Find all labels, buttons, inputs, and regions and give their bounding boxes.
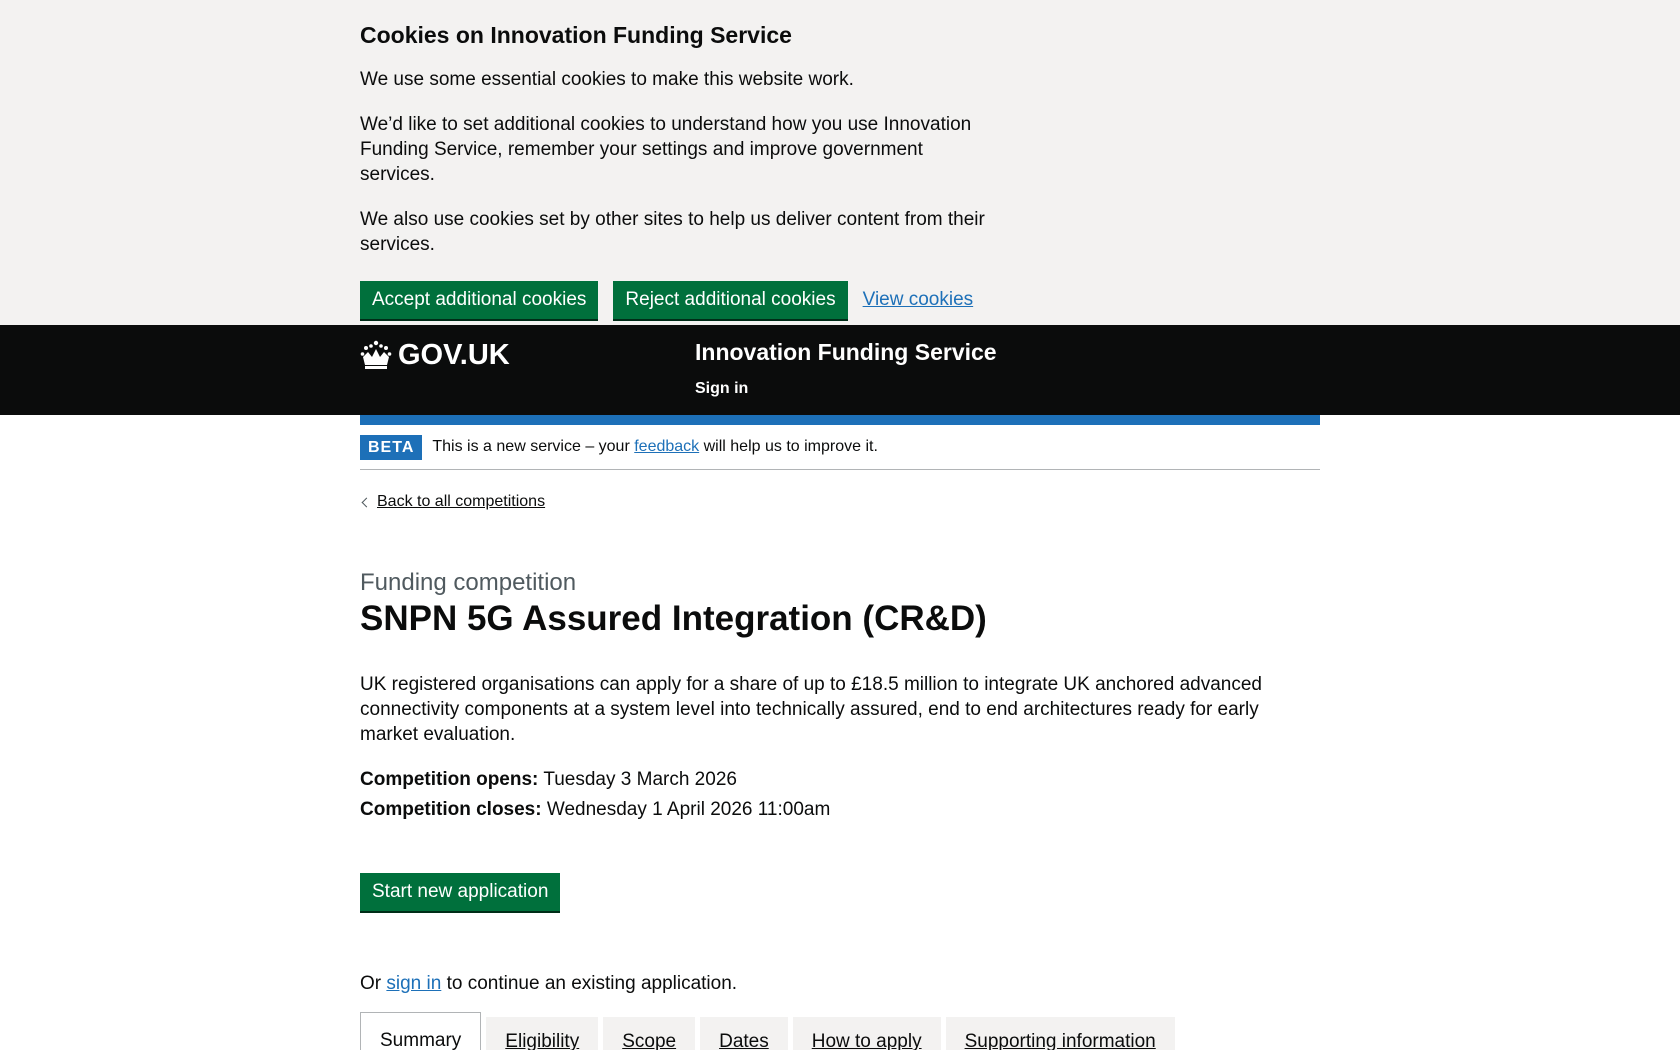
- back-to-competitions-link[interactable]: [360, 493, 1320, 511]
- main-content: [360, 493, 1320, 1050]
- site-header: [0, 325, 1680, 415]
- reject-cookies-button[interactable]: Reject additional cookies: [613, 281, 847, 319]
- opens-value: Tuesday 3 March 2026: [538, 769, 737, 790]
- tab-dates[interactable]: Dates: [700, 1017, 788, 1050]
- competition-description: UK registered organisations can apply for a share of up to £18.5 million to integrate UK anchored advanced connectivity components at a system level into technically assured, end to end architectures ready for early market evaluation.: [360, 674, 1262, 745]
- view-cookies-link[interactable]: View cookies: [862, 289, 974, 310]
- beta-tag: BETA: [360, 435, 422, 460]
- phase-banner-text: [432, 438, 878, 456]
- govuk-logo-link[interactable]: [360, 335, 510, 375]
- competition-opens: [360, 765, 1320, 795]
- cookie-banner-text: We also use cookies set by other sites to help us deliver content from their services.: [360, 209, 985, 255]
- continue-text: to continue an existing application.: [441, 973, 738, 994]
- sign-in-link[interactable]: sign in: [386, 973, 442, 994]
- govuk-logo-text: GOV.UK: [398, 338, 510, 371]
- tab-supporting-information[interactable]: Supporting information: [946, 1017, 1175, 1050]
- or-text: Or: [360, 973, 387, 994]
- tab-scope[interactable]: Scope: [603, 1017, 695, 1050]
- tab-summary[interactable]: Summary: [360, 1012, 481, 1050]
- sign-in-prompt: [360, 973, 1320, 995]
- start-new-application-button[interactable]: Start new application: [360, 873, 560, 911]
- chevron-left-icon: [362, 497, 372, 507]
- header-blue-bar: [360, 415, 1320, 425]
- tab-list: [360, 1012, 1320, 1050]
- cookie-actions: [360, 281, 1320, 319]
- page-title: SNPN 5G Assured Integration (CR&D): [360, 599, 987, 638]
- phase-text-before: This is a new service – your: [432, 438, 635, 455]
- closes-value: Wednesday 1 April 2026 11:00am: [541, 799, 831, 820]
- competition-dates: [360, 765, 1320, 825]
- closes-label: Competition closes:: [360, 799, 542, 820]
- cookie-banner-text: We use some essential cookies to make this website work.: [360, 69, 854, 90]
- phase-text-after: will help us to improve it.: [699, 438, 878, 455]
- accept-cookies-button[interactable]: Accept additional cookies: [360, 281, 598, 319]
- cookie-banner-text: We’d like to set additional cookies to understand how you use Innovation Funding Service, remember your settings and improve government services.: [360, 114, 972, 185]
- page-caption: Funding competition: [360, 569, 577, 596]
- cookie-banner: [0, 0, 1680, 325]
- cookie-banner-title: Cookies on Innovation Funding Service: [360, 22, 792, 48]
- competition-closes: [360, 795, 1320, 825]
- opens-label: Competition opens:: [360, 769, 539, 790]
- service-name-link[interactable]: Innovation Funding Service: [695, 339, 997, 365]
- crown-icon: [360, 340, 392, 370]
- tab-how-to-apply[interactable]: How to apply: [793, 1017, 941, 1050]
- header-sign-in-link[interactable]: Sign in: [695, 380, 749, 397]
- feedback-link[interactable]: feedback: [634, 438, 700, 455]
- phase-banner: [360, 425, 1320, 470]
- back-link-label: Back to all competitions: [377, 493, 546, 510]
- tab-eligibility[interactable]: Eligibility: [486, 1017, 598, 1050]
